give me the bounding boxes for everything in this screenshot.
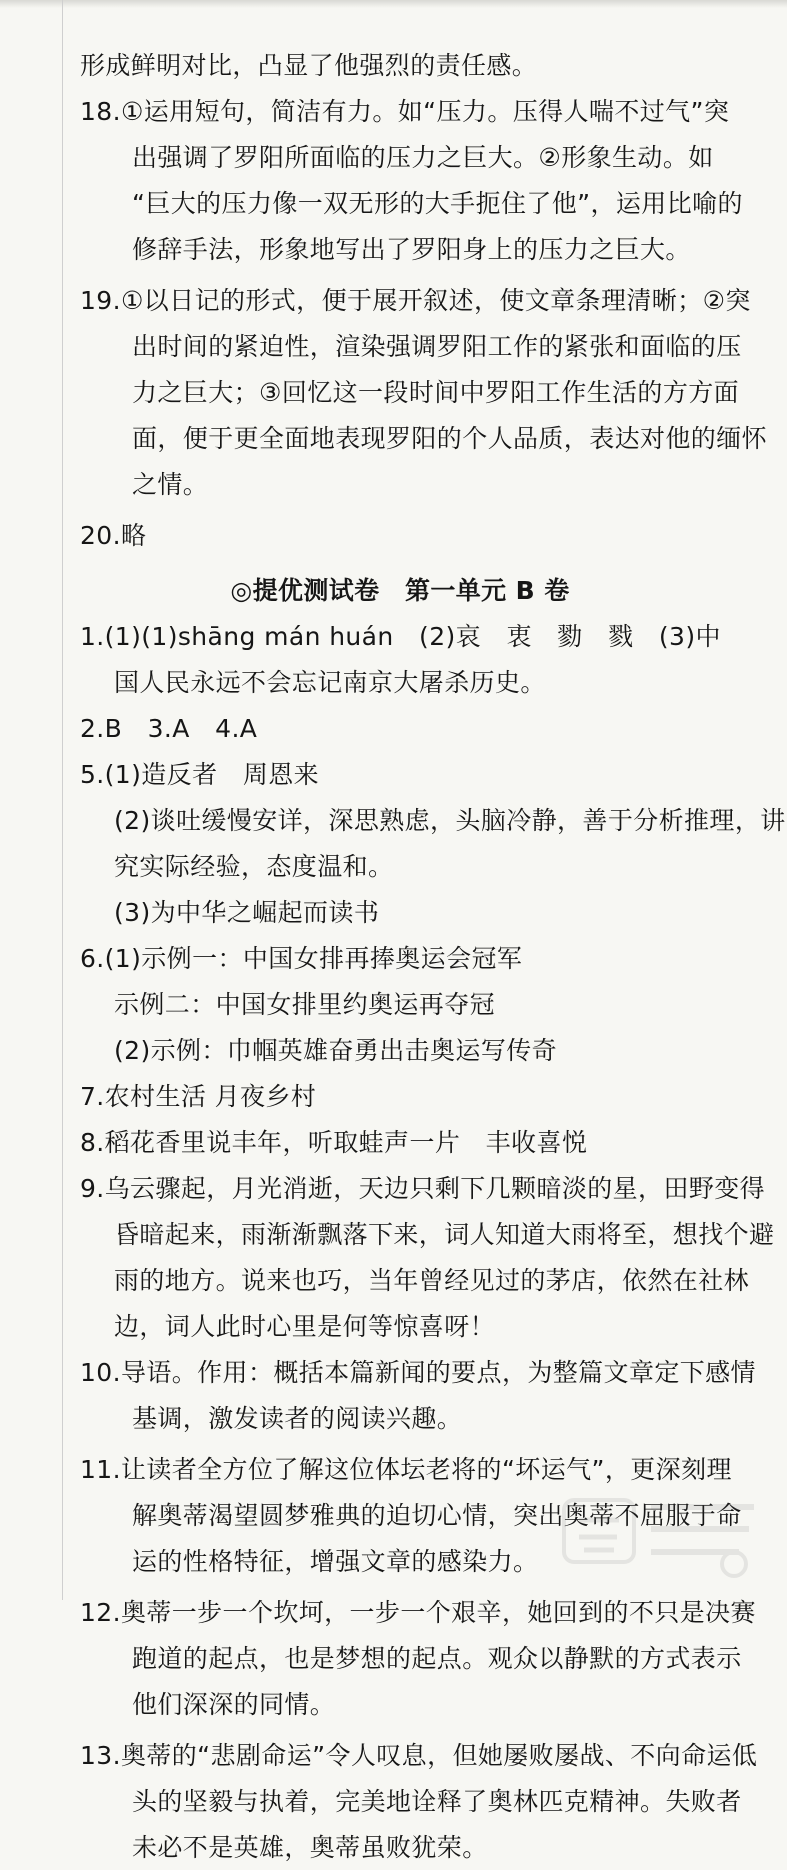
answer-5-line-4: (3)为中华之崛起而读书 [114,898,380,927]
answer-6-line-1: 6.(1)示例一：中国女排再捧奥运会冠军 [80,944,523,973]
answer-19-line-4: 面，便于更全面地表现罗阳的个人品质，表达对他的缅怀 [132,424,768,453]
page-binding-line [62,0,63,1600]
answer-10-line-2: 基调，激发读者的阅读兴趣。 [132,1404,463,1433]
answer-19-line-3: 力之巨大；③回忆这一段时间中罗阳工作生活的方方面 [132,378,740,407]
scan-top-edge [0,0,787,8]
answer-18-line-1: 18.①运用短句，简洁有力。如“压力。压得人喘不过气”突 [80,97,730,126]
section-heading: ◎提优测试卷 第一单元 B 卷 [230,576,570,605]
answer-11-line-2: 解奥蒂渴望圆梦雅典的迫切心情，突出奥蒂不屈服于命 [132,1501,742,1530]
answer-8: 8.稻花香里说丰年，听取蛙声一片 丰收喜悦 [80,1128,588,1157]
answer-20: 20.略 [80,521,147,550]
answer-10-line-1: 10.导语。作用：概括本篇新闻的要点，为整篇文章定下感情 [80,1358,756,1387]
answer-18-line-4: 修辞手法，形象地写出了罗阳身上的压力之巨大。 [132,235,691,264]
answer-13-line-2: 头的坚毅与执着，完美地诠释了奥林匹克精神。失败者 [132,1787,742,1816]
answer-18-line-3: “巨大的压力像一双无形的大手扼住了他”，运用比喻的 [132,189,743,218]
answer-11-line-1: 11.让读者全方位了解这位体坛老将的“坏运气”，更深刻理 [80,1455,732,1484]
answer-5-line-3: 究实际经验，态度温和。 [114,852,394,881]
answer-6-line-3: (2)示例：巾帼英雄奋勇出击奥运写传奇 [114,1036,558,1065]
answer-19-line-5: 之情。 [132,470,209,499]
answer-9-line-3: 雨的地方。说来也巧，当年曾经见过的茅店，依然在社林 [114,1266,750,1295]
answer-11-line-3: 运的性格特征，增强文章的感染力。 [132,1547,539,1576]
answer-6-line-2: 示例二：中国女排里约奥运再夺冠 [114,990,496,1019]
answer-9-line-2: 昏暗起来，雨渐渐飘落下来，词人知道大雨将至，想找个避 [114,1220,775,1249]
answer-18-line-2: 出强调了罗阳所面临的压力之巨大。②形象生动。如 [132,143,714,172]
answer-9-line-4: 边，词人此时心里是何等惊喜呀！ [114,1312,496,1341]
answer-7: 7.农村生活 月夜乡村 [80,1082,317,1111]
answer-1-line-2: 国人民永远不会忘记南京大屠杀历史。 [114,668,546,697]
answer-5-line-1: 5.(1)造反者 周恩来 [80,760,320,789]
answer-12-line-2: 跑道的起点，也是梦想的起点。观众以静默的方式表示 [132,1644,742,1673]
answer-13-line-3: 未必不是英雄，奥蒂虽败犹荣。 [132,1833,488,1862]
answer-5-line-2: (2)谈吐缓慢安详，深思熟虑，头脑冷静，善于分析推理，讲 [114,806,786,835]
answer-9-line-1: 9.乌云骤起，月光消逝，天边只剩下几颗暗淡的星，田野变得 [80,1174,766,1203]
answer-19-line-2: 出时间的紧迫性，渲染强调罗阳工作的紧张和面临的压 [132,332,742,361]
answer-content [80,44,786,1870]
answer-19-line-1: 19.①以日记的形式，便于展开叙述，使文章条理清晰；②突 [80,286,751,315]
answer-1-line-1: 1.(1)(1)shāng mán huán (2)哀 衷 勠 戮 (3)中 [80,622,721,651]
answer-2-4: 2.B 3.A 4.A [80,714,258,743]
answer-13-line-1: 13.奥蒂的“悲剧命运”令人叹息，但她屡败屡战、不向命运低 [80,1741,758,1770]
answer-12-line-3: 他们深深的同情。 [132,1690,336,1719]
watermark-graphic [559,1492,769,1582]
text-line: 形成鲜明对比，凸显了他强烈的责任感。 [80,51,538,80]
answer-12-line-1: 12.奥蒂一步一个坎坷，一步一个艰辛，她回到的不只是决赛 [80,1598,756,1627]
